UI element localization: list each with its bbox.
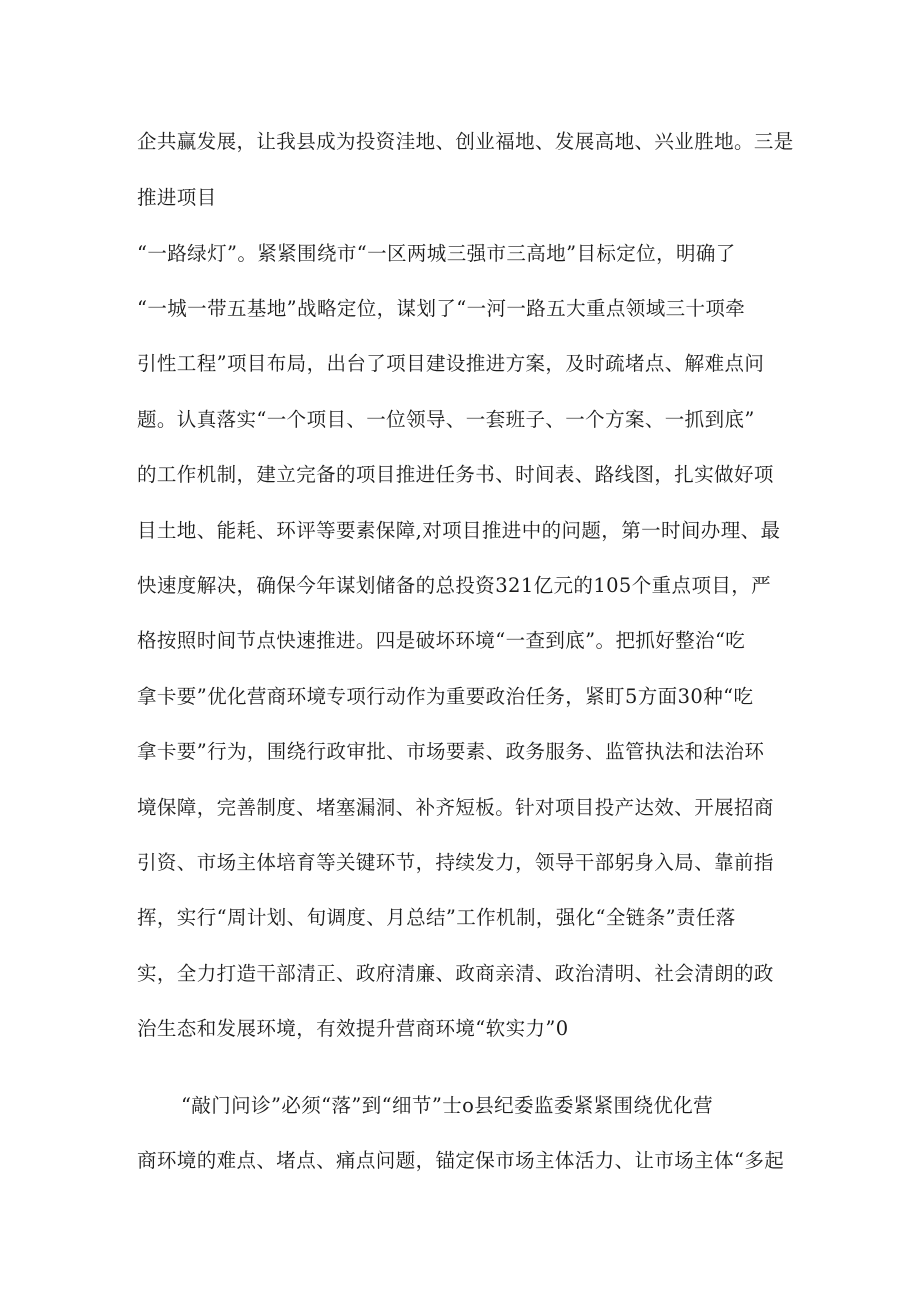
text-line: 挥，实行“周计划、旬调度、月总结”工作机制，强化“全链条”责任落: [137, 906, 736, 929]
paragraph-first-line: “敲门问诊”必须“落”到“细节”士o县纪委监委紧紧围绕优化营: [181, 1094, 714, 1117]
text-line: 目土地、能耗、环评等要素保障,对项目推进中的问题，第一时间办理、最: [137, 519, 781, 542]
text-line: “一路绿灯”。紧紧围绕市“一区两城三强市三高地”目标定位，明确了: [137, 242, 736, 265]
text-line: 引资、市场主体培育等关键环节，持续发力，领导干部躬身入局、靠前指: [137, 851, 774, 874]
text-line: 企共赢发展，让我县成为投资洼地、创业福地、发展高地、兴业胜地。三是: [137, 130, 794, 153]
text-line: 格按照时间节点快速推进。四是破坏环境“一查到底”。把抓好整治“吃: [137, 629, 746, 652]
text-line: 拿卡要”优化营商环境专项行动作为重要政治任务，紧盯5方面30种“吃: [137, 685, 754, 708]
text-line: 题。认真落实“一个项目、一位领导、一套班子、一个方案、一抓到底”: [137, 408, 755, 431]
text-line: 推进项目: [137, 186, 217, 209]
text-line: 商环境的难点、堵点、痛点问题，锚定保市场主体活力、让市场主体“多起: [137, 1149, 785, 1172]
text-line: 引性工程”项目布局，出台了项目建设推进方案，及时疏堵点、解难点问: [137, 352, 765, 375]
text-line: 治生态和发展环境，有效提升营商环境“软实力”0: [137, 1017, 569, 1040]
text-line: 快速度解决，确保今年谋划储备的总投资321亿元的105个重点项目，严: [137, 574, 772, 597]
text-line: 实，全力打造干部清正、政府清廉、政商亲清、政治清明、社会清朗的政: [137, 962, 774, 985]
text-line: 的工作机制，建立完备的项目推进任务书、时间表、路线图，扎实做好项: [137, 463, 774, 486]
text-line: 拿卡要”行为，围绕行政审批、市场要素、政务服务、监管执法和法治环: [137, 740, 765, 763]
text-line: “一城一带五基地”战略定位，谋划了“一河一路五大重点领域三十项牵: [137, 297, 746, 320]
text-line: 境保障，完善制度、堵塞漏洞、补齐短板。针对项目投产达效、开展招商: [137, 796, 774, 819]
